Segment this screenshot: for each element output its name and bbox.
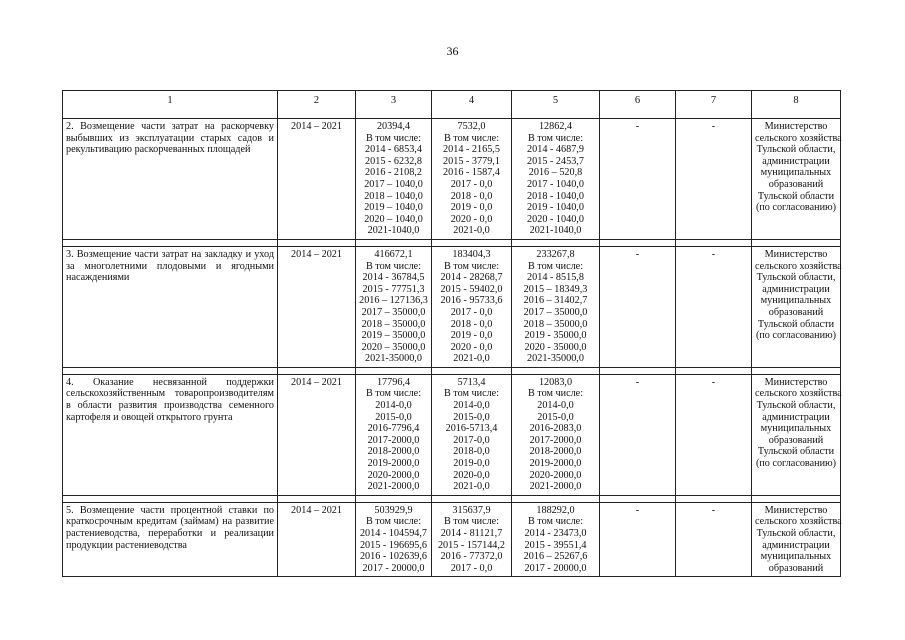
funding-line: 2021-1040,0 — [367, 225, 420, 237]
org-line: Тульской области — [757, 318, 835, 330]
spacer-cell — [752, 495, 841, 502]
funding-line: 2016 - 102639,6 — [359, 551, 428, 563]
org-line: образований — [768, 434, 824, 446]
funding-line: 2014-0,0 — [453, 400, 490, 412]
funding-line: 2020 – 1040,0 — [364, 213, 423, 225]
org-line: Тульской области, — [756, 528, 836, 539]
funding-line: 20394,4 — [376, 121, 411, 132]
org-line: (по согласованию) — [755, 202, 837, 214]
funding-line: В том числе: — [443, 388, 500, 400]
funding-line: 2015 - 77751,3 — [362, 283, 425, 295]
header-cell: 1 — [63, 91, 278, 119]
funding-line: 2018 – 1040,0 — [364, 190, 423, 202]
funding-line: 2020 - 35000,0 — [524, 341, 587, 353]
header-cell: 5 — [512, 91, 600, 119]
funding-line: 5713,4 — [457, 376, 486, 388]
funding-line: 2017-2000,0 — [367, 434, 420, 446]
funding-line: 416672,1 — [374, 248, 413, 260]
funding-line: 2015-0,0 — [375, 411, 412, 423]
funding-line: 2015 - 6232,8 — [365, 155, 422, 167]
funding-line: 2014 - 28268,7 — [440, 272, 503, 284]
period-cell: 2014 – 2021 — [278, 119, 356, 240]
funding-line: 2020 - 0,0 — [450, 341, 493, 353]
funding-line: 2021-2000,0 — [367, 481, 420, 493]
funding-line: 2016 - 2108,2 — [365, 167, 422, 179]
funding-line: 2014 - 36784,5 — [362, 272, 425, 284]
funding-line: 2020 – 35000,0 — [361, 341, 426, 353]
funding-line: 2021-35000,0 — [365, 353, 422, 365]
org-line: образований — [768, 306, 824, 318]
table-body — [63, 91, 841, 577]
funding-line: 2014 - 8515,8 — [527, 272, 584, 284]
funding-line: 2016 – 127136,3 — [359, 295, 428, 307]
period-cell: 2014 – 2021 — [278, 374, 356, 495]
funding-line: 2017 - 0,0 — [450, 178, 493, 190]
org-line: администрации — [762, 283, 830, 295]
funding-line: В том числе: — [443, 132, 500, 144]
funding-line: 2018 – 35000,0 — [361, 318, 426, 330]
funding-line: 2017-2000,0 — [529, 434, 582, 446]
org-line: (по согласованию) — [755, 330, 837, 342]
header-cell: 6 — [600, 91, 676, 119]
spacer-cell — [356, 495, 432, 502]
header-cell: 4 — [432, 91, 512, 119]
funding-line: 2019-0,0 — [453, 458, 490, 470]
funding-line: В том числе: — [527, 132, 584, 144]
org-line: муниципальных — [760, 423, 832, 435]
period-cell: 2014 – 2021 — [278, 246, 356, 367]
org-line: Тульской области — [757, 446, 835, 458]
funding-line: 2018 - 0,0 — [450, 318, 493, 330]
funding-line: 2021-2000,0 — [529, 481, 582, 493]
funding-line: 2017 - 0,0 — [450, 562, 493, 574]
spacer-cell — [356, 367, 432, 374]
spacer-cell — [600, 239, 676, 246]
funding-line: В том числе: — [527, 388, 584, 400]
funding-line: 2015-0,0 — [537, 411, 574, 423]
funding-line: 2016 – 520,8 — [528, 167, 583, 179]
row-spacer — [63, 367, 841, 374]
col3-funding-cell — [356, 119, 432, 240]
org-line: администрации — [762, 411, 830, 423]
funding-line: 188292,0 — [536, 504, 575, 516]
funding-line: 2018 - 1040,0 — [527, 190, 584, 202]
org-line: сельского хозяйства — [755, 516, 842, 528]
spacer-cell — [356, 239, 432, 246]
funding-line: 2019 - 1040,0 — [527, 202, 584, 214]
spacer-cell — [512, 495, 600, 502]
funding-line: 2014 - 4687,9 — [527, 144, 584, 156]
funding-line: 17796,4 — [376, 376, 411, 388]
funding-line: 2019-2000,0 — [529, 458, 582, 470]
funding-line: 2019 – 1040,0 — [364, 202, 423, 214]
spacer-cell — [432, 367, 512, 374]
funding-line: 2017 – 35000,0 — [523, 306, 588, 318]
spacer-cell — [278, 239, 356, 246]
spacer-cell — [600, 495, 676, 502]
col6-cell: - — [600, 246, 676, 367]
spacer-cell — [432, 239, 512, 246]
spacer-cell — [63, 495, 278, 502]
responsible-org-cell — [752, 374, 841, 495]
funding-line: 2017 - 20000,0 — [524, 562, 587, 574]
funding-line: В том числе: — [365, 260, 422, 272]
funding-line: 7532,0 — [457, 121, 486, 132]
funding-line: 233267,8 — [536, 248, 575, 260]
funding-line: 2021-0,0 — [453, 481, 490, 493]
col7-cell: - — [676, 374, 752, 495]
org-line: сельского хозяйства — [755, 260, 842, 272]
funding-line: 2016-5713,4 — [445, 423, 498, 435]
funding-line: 2019 - 0,0 — [450, 330, 493, 342]
measure-name-cell: 2. Возмещение части затрат на раскорчевку выбывших из эксплуатации старых садов и рекультивацию раскорчеванных площадей — [63, 119, 278, 240]
col6-cell: - — [600, 374, 676, 495]
responsible-org-cell — [752, 246, 841, 367]
col6-cell: - — [600, 119, 676, 240]
funding-line: В том числе: — [443, 260, 500, 272]
spacer-cell — [512, 367, 600, 374]
funding-line: 2014 - 6853,4 — [365, 144, 422, 156]
org-line: Министерство — [764, 504, 828, 516]
col5-funding-cell — [512, 374, 600, 495]
spacer-cell — [432, 495, 512, 502]
spacer-cell — [278, 495, 356, 502]
funding-line: 12083,0 — [538, 376, 573, 388]
funding-line: 2020-2000,0 — [367, 469, 420, 481]
org-line: муниципальных — [760, 551, 832, 563]
org-line: (по согласованию) — [755, 458, 837, 470]
funding-line: 2018 – 35000,0 — [523, 318, 588, 330]
org-line: сельского хозяйства — [755, 388, 842, 400]
org-line: образований — [768, 178, 824, 190]
spacer-cell — [676, 239, 752, 246]
col7-cell: - — [676, 119, 752, 240]
funding-line: 2016 – 25267,6 — [523, 551, 588, 563]
spacer-cell — [676, 367, 752, 374]
org-line: администрации — [762, 539, 830, 551]
funding-line: 2015 - 2453,7 — [527, 155, 584, 167]
funding-line: В том числе: — [527, 260, 584, 272]
spacer-cell — [63, 367, 278, 374]
funding-line: 2015 - 39551,4 — [524, 539, 587, 551]
col3-funding-cell — [356, 502, 432, 577]
funding-line: 2020-2000,0 — [529, 469, 582, 481]
col4-funding-cell — [432, 374, 512, 495]
funding-line: 183404,3 — [452, 248, 491, 260]
funding-line: 2014 - 81121,7 — [440, 528, 503, 539]
header-cell: 7 — [676, 91, 752, 119]
col3-funding-cell — [356, 374, 432, 495]
col5-funding-cell — [512, 502, 600, 577]
table-row — [63, 374, 841, 495]
funding-line: 2015 – 18349,3 — [523, 283, 588, 295]
funding-line: 2014-0,0 — [375, 400, 412, 412]
funding-line: 2016 - 1587,4 — [443, 167, 500, 179]
org-line: муниципальных — [760, 295, 832, 307]
col6-cell: - — [600, 502, 676, 577]
org-line: Тульской области — [757, 190, 835, 202]
funding-line: 2017 - 0,0 — [450, 306, 493, 318]
funding-line: В том числе: — [365, 388, 422, 400]
measure-name-cell: 3. Возмещение части затрат на закладку и уход за многолетними плодовыми и ягодными насаждениями — [63, 246, 278, 367]
col7-cell: - — [676, 502, 752, 577]
spacer-cell — [752, 239, 841, 246]
period-cell: 2014 – 2021 — [278, 502, 356, 577]
org-line: Министерство — [764, 376, 828, 388]
spacer-cell — [512, 239, 600, 246]
funding-line: 2014-0,0 — [537, 400, 574, 412]
table-header-row — [63, 91, 841, 119]
funding-line: 2021-1040,0 — [529, 225, 582, 237]
funding-line: 2014 - 23473,0 — [524, 528, 587, 539]
funding-line: 2016 - 77372,0 — [440, 551, 503, 563]
row-spacer — [63, 495, 841, 502]
org-line: Министерство — [764, 248, 828, 260]
header-cell: 2 — [278, 91, 356, 119]
funding-line: 2019 - 35000,0 — [524, 330, 587, 342]
funding-line: В том числе: — [365, 516, 422, 528]
funding-line: 2017 - 1040,0 — [527, 178, 584, 190]
funding-line: 2015 - 3779,1 — [443, 155, 500, 167]
spacer-cell — [600, 367, 676, 374]
col4-funding-cell — [432, 246, 512, 367]
funding-line: 2015-0,0 — [453, 411, 490, 423]
funding-line: В том числе: — [527, 516, 584, 528]
org-line: Тульской области, — [756, 400, 836, 412]
row-spacer — [63, 239, 841, 246]
spacer-cell — [752, 367, 841, 374]
funding-line: 2021-0,0 — [453, 353, 490, 365]
funding-line: 2018 - 0,0 — [450, 190, 493, 202]
funding-line: 2014 - 104594,7 — [359, 528, 428, 539]
header-cell: 3 — [356, 91, 432, 119]
table-row — [63, 502, 841, 577]
funding-line: 2016-2083,0 — [529, 423, 582, 435]
page-number: 36 — [446, 44, 459, 58]
funding-line: 2021-0,0 — [453, 225, 490, 237]
funding-line: 2018-2000,0 — [529, 446, 582, 458]
funding-line: 2016-7796,4 — [367, 423, 420, 435]
funding-line: 2020-0,0 — [453, 469, 490, 481]
spacer-cell — [676, 495, 752, 502]
spacer-cell — [63, 239, 278, 246]
measure-name-cell: 5. Возмещение части процентной ставки по краткосрочным кредитам (займам) на развитие растениеводства, переработки и реализации продукции растениеводства — [63, 502, 278, 577]
table-row — [63, 119, 841, 240]
responsible-org-cell — [752, 119, 841, 240]
funding-line: 2017 – 35000,0 — [361, 306, 426, 318]
col4-funding-cell — [432, 119, 512, 240]
funding-line: 2020 - 0,0 — [450, 213, 493, 225]
funding-line: 2016 - 95733,6 — [440, 295, 503, 307]
org-line: администрации — [762, 155, 830, 167]
col7-cell: - — [676, 246, 752, 367]
funding-line: 2015 - 196695,6 — [359, 539, 428, 551]
funding-line: 2017 – 1040,0 — [364, 178, 423, 190]
funding-line: 2017-0,0 — [453, 434, 490, 446]
funding-line: 2015 - 157144,2 — [437, 539, 506, 551]
funding-line: 2016 – 31402,7 — [523, 295, 588, 307]
header-cell: 8 — [752, 91, 841, 119]
funding-line: 2018-0,0 — [453, 446, 490, 458]
funding-line: В том числе: — [443, 516, 500, 528]
funding-line: 2019-2000,0 — [367, 458, 420, 470]
funding-line: 2015 - 59402,0 — [440, 283, 503, 295]
col5-funding-cell — [512, 246, 600, 367]
funding-line: 2019 - 0,0 — [450, 202, 493, 214]
spacer-cell — [278, 367, 356, 374]
funding-line: В том числе: — [365, 132, 422, 144]
org-line: Министерство — [764, 121, 828, 132]
funding-line: 2017 - 20000,0 — [362, 562, 425, 574]
org-line: образований — [768, 562, 824, 574]
funding-line: 315637,9 — [452, 504, 491, 516]
funding-line: 2021-35000,0 — [527, 353, 584, 365]
funding-line: 12862,4 — [538, 121, 573, 132]
org-line: сельского хозяйства — [755, 132, 842, 144]
col4-funding-cell — [432, 502, 512, 577]
measure-name-cell: 4. Оказание несвязанной поддержки сельскохозяйственным товаропроизводителям в области развития производства семенного картофеля и овощей открытого грунта — [63, 374, 278, 495]
org-line: Тульской области, — [756, 144, 836, 156]
funding-line: 2014 - 2165,5 — [443, 144, 500, 156]
measures-table — [62, 90, 841, 577]
responsible-org-cell — [752, 502, 841, 577]
funding-line: 503929,9 — [374, 504, 413, 516]
funding-line: 2019 – 35000,0 — [361, 330, 426, 342]
funding-line: 2018-2000,0 — [367, 446, 420, 458]
org-line: Тульской области, — [756, 272, 836, 284]
table-row — [63, 246, 841, 367]
col5-funding-cell — [512, 119, 600, 240]
funding-line: 2020 - 1040,0 — [527, 213, 584, 225]
org-line: муниципальных — [760, 167, 832, 179]
col3-funding-cell — [356, 246, 432, 367]
